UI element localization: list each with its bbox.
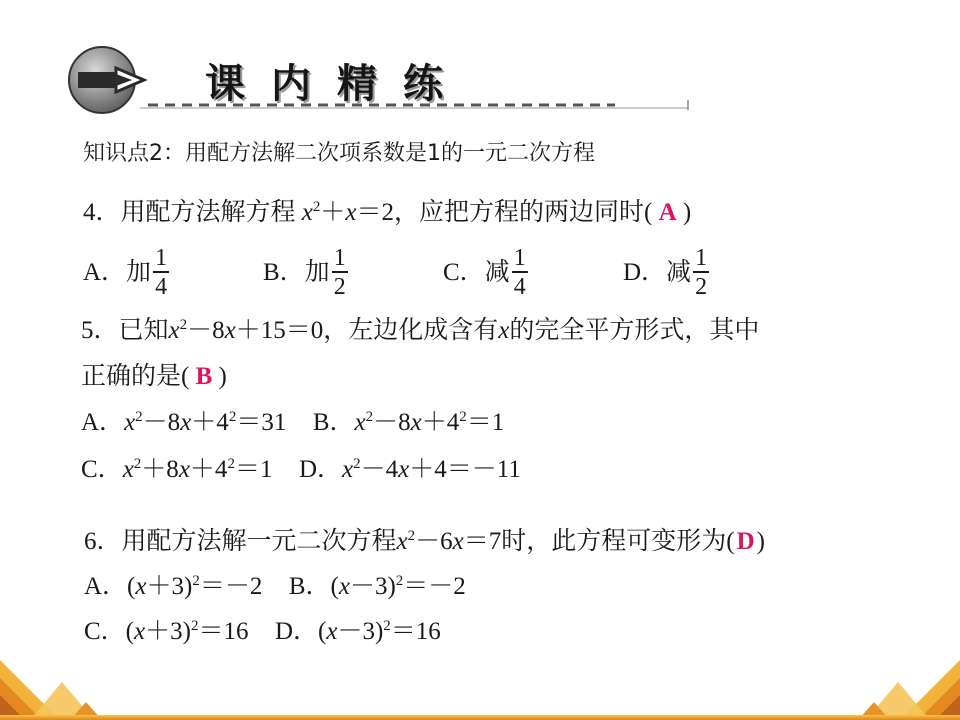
q5-text: 5．已知 bbox=[81, 317, 169, 344]
var-x: x bbox=[338, 573, 350, 600]
option-label: A． bbox=[81, 409, 125, 436]
q5-option-b bbox=[313, 409, 504, 436]
exponent: 2 bbox=[192, 573, 200, 589]
exponent: 2 bbox=[353, 456, 361, 472]
var-x: x bbox=[396, 528, 408, 555]
term: ＝1 bbox=[234, 456, 273, 483]
q6-option-a bbox=[84, 573, 262, 600]
var-x: x bbox=[301, 199, 313, 226]
var-x: x bbox=[122, 456, 134, 483]
denominator: 4 bbox=[155, 274, 168, 300]
exponent: 2 bbox=[312, 199, 321, 215]
term: ＝16 bbox=[198, 618, 249, 645]
header-divider bbox=[140, 96, 700, 116]
title-char: 练 bbox=[403, 61, 443, 107]
term: ＝－2 bbox=[403, 573, 466, 600]
q5-text: 的完全平方形式，其中 bbox=[509, 317, 760, 344]
exponent: 2 bbox=[228, 409, 237, 425]
term: ＋4 bbox=[421, 409, 460, 436]
var-x: x bbox=[354, 409, 366, 436]
var-x: x bbox=[398, 456, 410, 483]
q4-text: 4．用配方法解方程 bbox=[83, 199, 302, 226]
term: ＝－2 bbox=[199, 573, 263, 600]
option-label: A．加 bbox=[83, 258, 152, 286]
option-label: B． bbox=[312, 409, 355, 436]
var-x: x bbox=[134, 618, 146, 645]
var-x: x bbox=[135, 573, 147, 600]
q6-options-row2 bbox=[84, 617, 441, 647]
bottom-decoration bbox=[0, 660, 960, 720]
q5-option-c bbox=[81, 456, 272, 483]
exponent: 2 bbox=[459, 409, 467, 425]
q6-text: ＝7时，此方程可变形为 bbox=[463, 528, 727, 555]
exponent: 2 bbox=[383, 618, 391, 634]
term: ＋4＝－11 bbox=[409, 456, 521, 483]
numerator: 1 bbox=[695, 245, 708, 271]
term: －8 bbox=[142, 409, 181, 436]
option-label: C． bbox=[81, 456, 123, 483]
denominator: 2 bbox=[695, 274, 708, 300]
var-x: x bbox=[342, 456, 354, 483]
option-label: C．( bbox=[84, 618, 135, 645]
term: ＝1 bbox=[466, 409, 505, 436]
question-4 bbox=[83, 198, 691, 228]
bracket: ) bbox=[212, 363, 227, 390]
q5-options-row2 bbox=[81, 455, 521, 485]
q6-options-row1 bbox=[84, 572, 466, 602]
question-5-line1 bbox=[81, 316, 759, 346]
numerator: 1 bbox=[333, 245, 346, 271]
question-6 bbox=[84, 527, 765, 557]
var-x: x bbox=[498, 317, 510, 344]
fraction bbox=[153, 246, 169, 299]
q5-text: －8 bbox=[187, 317, 225, 344]
q6-text: －6 bbox=[415, 528, 453, 555]
fraction bbox=[693, 246, 709, 299]
exponent: 2 bbox=[133, 456, 142, 472]
term: －3) bbox=[337, 618, 384, 645]
q5-option-d bbox=[299, 456, 521, 483]
title-char: 课 bbox=[205, 61, 245, 107]
term: ＋3) bbox=[145, 618, 191, 645]
q4-option-b bbox=[263, 246, 348, 299]
denominator: 4 bbox=[513, 274, 526, 300]
var-x: x bbox=[326, 618, 338, 645]
exponent: 2 bbox=[135, 409, 143, 425]
term: ＋3) bbox=[146, 573, 193, 600]
q4-text: ＝2，应把方程的两边同时 bbox=[356, 199, 645, 226]
option-label: A．( bbox=[84, 573, 136, 600]
var-x: x bbox=[452, 528, 464, 555]
var-x: x bbox=[224, 317, 236, 344]
exponent: 2 bbox=[395, 573, 404, 589]
q5-text: 正确的是 bbox=[81, 363, 182, 390]
denominator: 2 bbox=[333, 274, 346, 300]
numerator: 1 bbox=[155, 245, 168, 271]
q6-option-d bbox=[275, 618, 441, 645]
q5-options-row1 bbox=[81, 408, 504, 438]
exponent: 2 bbox=[407, 528, 416, 544]
q5-option-a bbox=[81, 409, 286, 436]
var-x: x bbox=[410, 409, 422, 436]
q6-answer: D bbox=[736, 528, 755, 555]
bracket: ( bbox=[644, 199, 659, 226]
option-label: D．( bbox=[274, 618, 327, 645]
option-label: B．加 bbox=[263, 258, 330, 286]
q4-option-a bbox=[83, 246, 169, 299]
term: ＋8 bbox=[141, 456, 179, 483]
exponent: 2 bbox=[365, 409, 374, 425]
question-5-line2 bbox=[81, 362, 227, 392]
option-label: C．减 bbox=[443, 258, 510, 286]
var-x: x bbox=[180, 409, 192, 436]
q4-answer: A bbox=[658, 199, 677, 226]
fraction bbox=[512, 246, 528, 299]
q6-option-b bbox=[289, 573, 466, 600]
var-x: x bbox=[345, 199, 357, 226]
term: －3) bbox=[349, 573, 396, 600]
term: ＝31 bbox=[236, 409, 287, 436]
term: －8 bbox=[373, 409, 411, 436]
var-x: x bbox=[178, 456, 190, 483]
term: ＋4 bbox=[189, 456, 228, 483]
exponent: 2 bbox=[179, 317, 188, 333]
bracket: ( bbox=[726, 528, 735, 555]
q5-text: ＋15＝0，左边化成含有 bbox=[235, 317, 499, 344]
fraction bbox=[332, 246, 348, 299]
q6-option-c bbox=[84, 618, 248, 645]
bracket: ) bbox=[676, 199, 692, 226]
option-label: D．减 bbox=[623, 258, 692, 286]
var-x: x bbox=[124, 409, 136, 436]
section-label: 知识点2：用配方法解二次项系数是1的一元二次方程 bbox=[83, 141, 595, 166]
q4-text: ＋ bbox=[320, 199, 346, 226]
exponent: 2 bbox=[190, 618, 199, 634]
bracket: ) bbox=[756, 528, 765, 555]
title-char: 内 bbox=[271, 61, 311, 107]
bracket: ( bbox=[181, 363, 196, 390]
option-label: B．( bbox=[288, 573, 339, 600]
term: ＋4 bbox=[191, 409, 229, 436]
term: －4 bbox=[360, 456, 399, 483]
term: ＝16 bbox=[390, 618, 441, 645]
title-char: 精 bbox=[337, 61, 377, 107]
q4-option-d bbox=[623, 246, 709, 299]
var-x: x bbox=[168, 317, 180, 344]
q6-text: 6．用配方法解一元二次方程 bbox=[84, 528, 397, 555]
exponent: 2 bbox=[227, 456, 235, 472]
q5-answer: B bbox=[195, 363, 213, 390]
q4-option-c bbox=[443, 246, 528, 299]
option-label: D． bbox=[298, 456, 343, 483]
numerator: 1 bbox=[513, 245, 526, 271]
